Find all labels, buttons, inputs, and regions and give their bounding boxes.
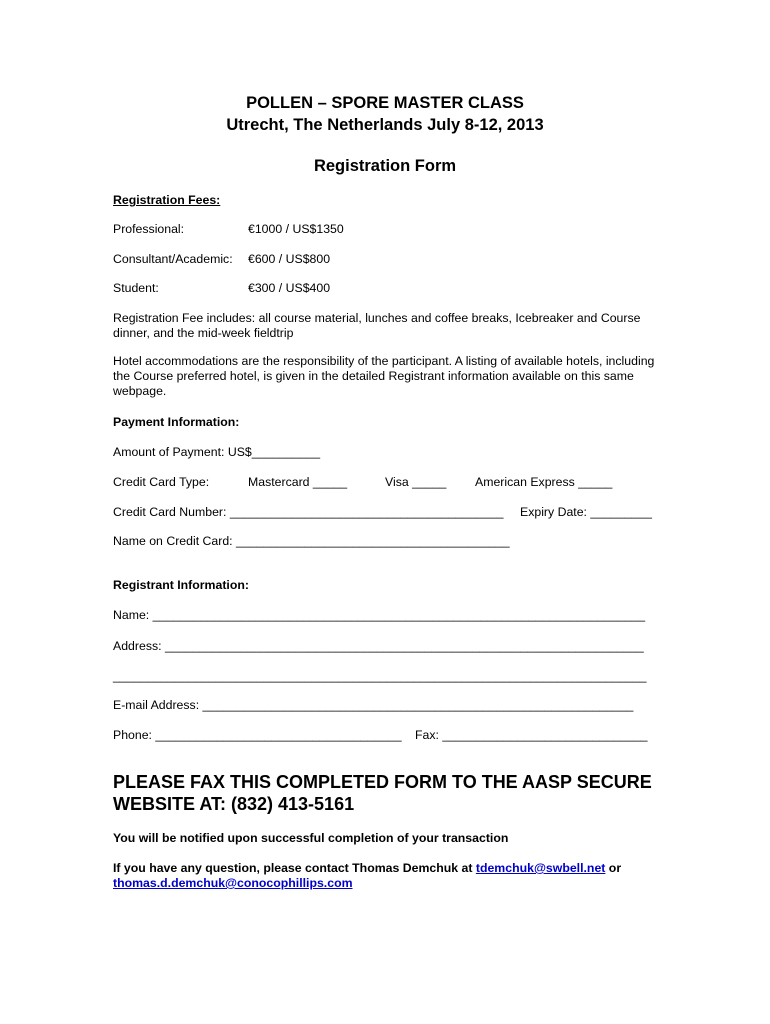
payment-heading: Payment Information:: [113, 415, 240, 429]
amex-option[interactable]: American Express _____: [475, 475, 613, 489]
fee-value-student: €300 / US$400: [248, 281, 331, 295]
location-date: Utrecht, The Netherlands July 8-12, 2013: [226, 116, 544, 134]
card-number-field[interactable]: Credit Card Number: ________________________________________: [113, 505, 504, 519]
fax-notice-line2: WEBSITE AT: (832) 413-5161: [113, 794, 355, 814]
registrant-address-field[interactable]: Address: ______________________________________________________________________: [113, 639, 644, 653]
hotel-info-text: Hotel accommodations are the responsibility of the participant. A listing of available hotels, including the Course preferred hotel, is given in the detailed Registrant information available on this same webpage.: [113, 354, 655, 398]
registrant-email-field[interactable]: E-mail Address: _______________________________________________________________: [113, 698, 634, 712]
registrant-address-line2-field[interactable]: ______________________________________________________________________________: [113, 669, 647, 683]
fees-heading: Registration Fees:: [113, 193, 221, 207]
registrant-heading: Registrant Information:: [113, 578, 249, 592]
fee-includes-text: Registration Fee includes: all course material, lunches and coffee breaks, Icebreaker and Course dinner, and the mid-week fieldtrip: [113, 311, 641, 340]
form-title: Registration Form: [313, 157, 457, 175]
payment-amount-field[interactable]: Amount of Payment: US$__________: [113, 445, 321, 459]
fee-label-professional: Professional:: [113, 222, 185, 236]
contact-or: or: [605, 861, 622, 875]
fee-value-professional: €1000 / US$1350: [248, 222, 344, 236]
registrant-fax-field[interactable]: Fax: ______________________________: [415, 728, 648, 742]
registrant-phone-field[interactable]: Phone: ____________________________________: [113, 728, 402, 742]
card-type-label: Credit Card Type:: [113, 475, 210, 489]
fax-notice-line1: PLEASE FAX THIS COMPLETED FORM TO THE AASP SECURE: [113, 772, 652, 792]
fee-label-student: Student:: [113, 281, 159, 295]
contact-prefix: If you have any question, please contact Thomas Demchuk at: [113, 861, 476, 875]
name-on-card-field[interactable]: Name on Credit Card: ________________________________________: [113, 534, 510, 548]
contact-line: [113, 861, 621, 875]
contact-line2: [113, 876, 353, 890]
mastercard-option[interactable]: Mastercard _____: [248, 475, 348, 489]
registrant-name-field[interactable]: Name: ________________________________________________________________________: [113, 608, 646, 622]
email-link-conocophillips[interactable]: thomas.d.demchuk@conocophillips.com: [113, 876, 353, 890]
expiry-date-field[interactable]: Expiry Date: _________: [520, 505, 652, 519]
fee-value-academic: €600 / US$800: [248, 252, 331, 266]
email-link-swbell[interactable]: tdemchuk@swbell.net: [475, 861, 606, 875]
course-title: POLLEN – SPORE MASTER CLASS: [246, 94, 524, 112]
visa-option[interactable]: Visa _____: [385, 475, 447, 489]
notification-text: You will be notified upon successful completion of your transaction: [113, 831, 509, 845]
fee-label-academic: Consultant/Academic:: [113, 252, 233, 266]
